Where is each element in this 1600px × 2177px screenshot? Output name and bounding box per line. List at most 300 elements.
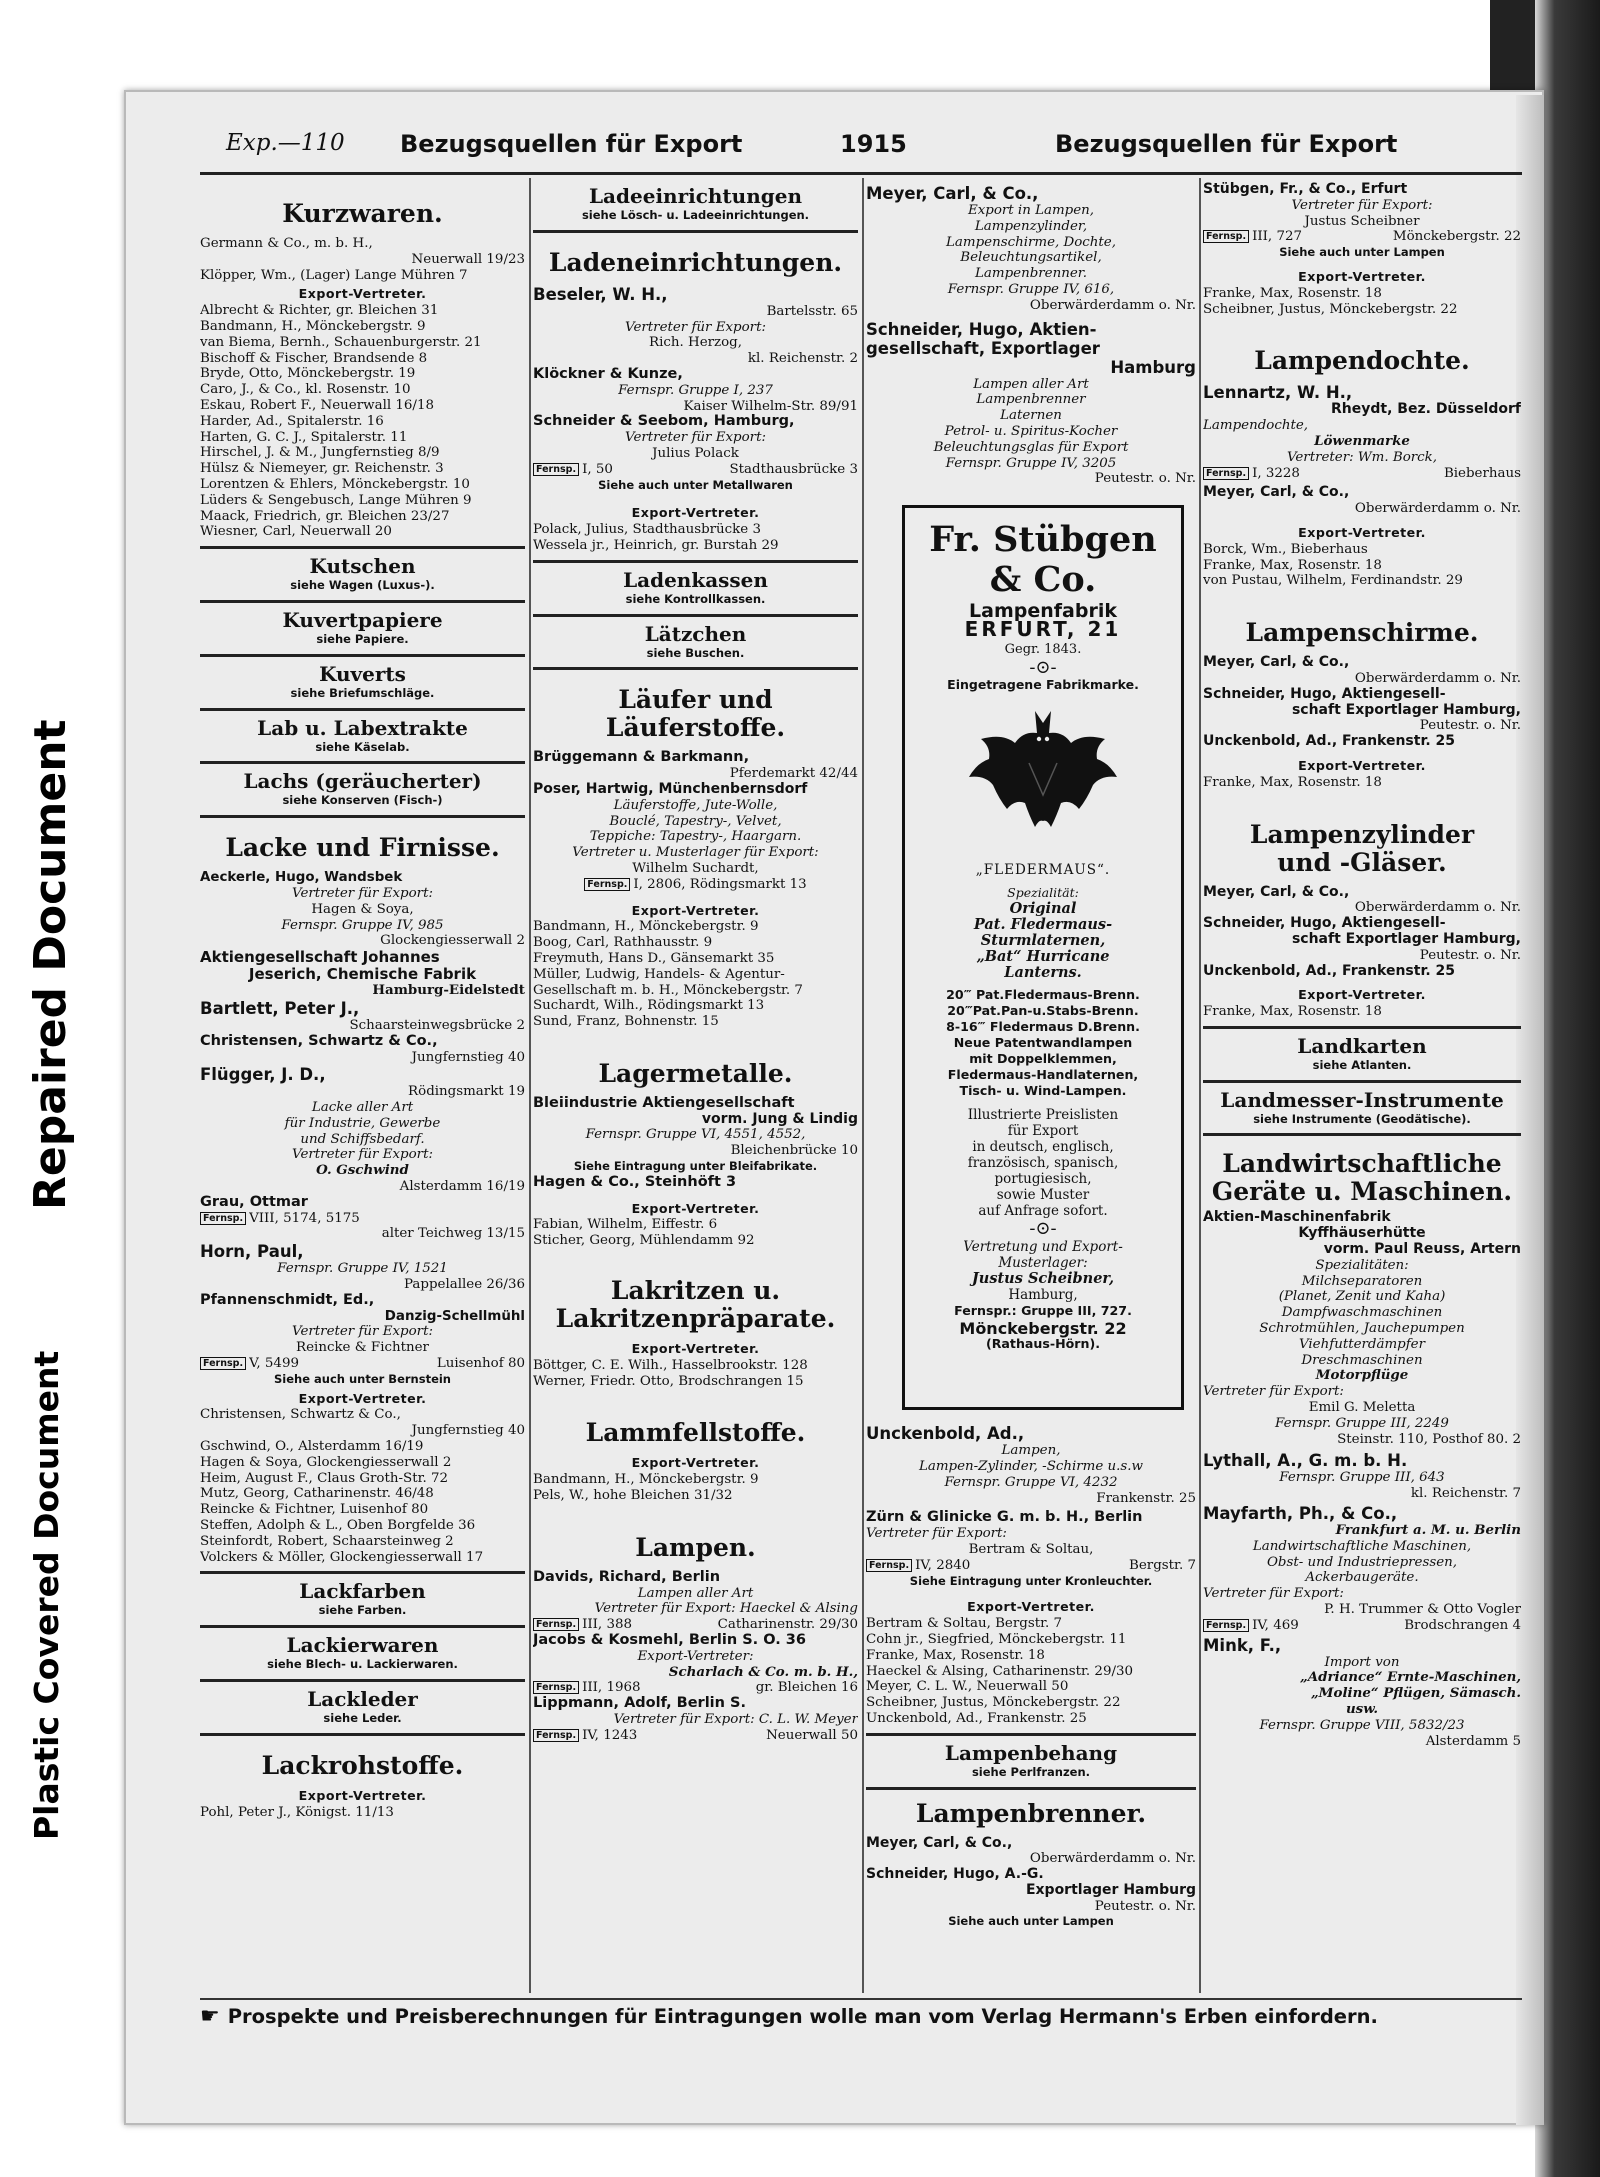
export-rep-list (866, 1616, 1196, 1727)
firm-detail: Frankfurt a. M. u. Berlin (1335, 1522, 1521, 1539)
firm-detail: Lampen aller Art (637, 1585, 754, 1601)
list-item: Bryde, Otto, Mönckebergstr. 19 (200, 366, 416, 382)
firm-name: Schneider, Hugo, A.-G. (866, 1866, 1044, 1883)
category-heading: Lammfellstoffe. (585, 1418, 806, 1448)
list-item: Hagen & Soya, Glockengiesserwall 2 (200, 1454, 452, 1470)
export-rep-heading: Export-Vertreter. (967, 1599, 1095, 1615)
list-item: Maack, Friedrich, gr. Bleichen 23/27 (200, 508, 450, 524)
firm-address: Bieberhaus (1443, 465, 1521, 481)
firm-detail: Spezialitäten: (1315, 1257, 1409, 1273)
side-label-repaired: Repaired Document (25, 719, 76, 1210)
firm-detail: Export-Vertreter: (637, 1648, 754, 1664)
cross-reference: Siehe auch unter Metallwaren (598, 477, 793, 492)
listing-entry (200, 236, 525, 283)
category-heading: Ladenkassen (623, 567, 768, 592)
firm-name: Meyer, Carl, & Co., (1203, 883, 1350, 900)
list-item: van Biema, Bernh., Schauenburgerstr. 21 (200, 334, 482, 350)
firm-address: Luisenhof 80 (436, 1356, 525, 1372)
firm-detail: Vertreter für Export: (292, 885, 433, 901)
cross-reference: Siehe auch unter Lampen (948, 1914, 1114, 1929)
export-rep-heading: Export-Vertreter. (631, 505, 760, 521)
firm-detail: Import von (1324, 1654, 1400, 1670)
firm-phone: I, 2806, Rödingsmarkt 13 (633, 876, 807, 892)
firm-address: Steinstr. 110, Posthof 80. 2 (1337, 1431, 1521, 1447)
export-rep-list (1203, 1004, 1521, 1020)
listing-entry (1203, 1451, 1521, 1502)
ad-text-line: für Export (1007, 1122, 1079, 1139)
list-item: Wiesner, Carl, Neuerwall 20 (200, 524, 392, 540)
phone-icon: Fernsp. (1203, 1619, 1249, 1632)
firm-detail: Vertreter für Export: C. L. W. Meyer (613, 1712, 858, 1728)
ad-spec-line: Pat. Fledermaus- (973, 915, 1113, 933)
firm-phone: I, 3228 (1252, 465, 1300, 481)
firm-detail: Beleuchtungsartikel, (960, 250, 1102, 266)
firm-name: Lythall, A., G. m. b. H. (1203, 1451, 1408, 1471)
firm-detail: und Schiffsbedarf. (300, 1131, 425, 1147)
firm-detail: Ackerbaugeräte. (1305, 1570, 1419, 1586)
firm-name: Hamburg (1110, 357, 1196, 377)
firm-address: Pappelallee 26/36 (404, 1277, 525, 1293)
listing-entry (1203, 885, 1521, 980)
cross-reference: siehe Perlfranzen. (971, 1764, 1091, 1779)
firm-detail: Reincke & Fichtner (296, 1340, 429, 1356)
list-item: Franke, Max, Rosenstr. 18 (1203, 285, 1382, 301)
firm-detail: Julius Polack (652, 445, 739, 461)
category-heading: Lätzchen (644, 621, 747, 646)
footer-notice (200, 2004, 1520, 2029)
ad-product-line: Fledermaus-Handlaternen, (947, 1066, 1139, 1082)
firm-detail: Rich. Herzog, (649, 335, 742, 351)
listing-entry (1203, 485, 1521, 517)
category-heading: Lackrohstoffe. (261, 1750, 464, 1780)
firm-name: Meyer, Carl, & Co., (866, 184, 1039, 203)
firm-phone: III, 727 (1252, 229, 1303, 245)
category-heading: Lampen. (635, 1532, 756, 1562)
listing-entry (866, 320, 1196, 488)
export-rep-list (533, 1358, 858, 1390)
category-heading: Lampenbehang (944, 1740, 1118, 1765)
list-item: Franke, Max, Rosenstr. 18 (1203, 774, 1382, 790)
cross-reference: siehe Konserven (Fisch-) (282, 793, 443, 808)
ad-text-line: auf Anfrage sofort. (978, 1202, 1108, 1219)
ad-product-line: Neue Patentwandlampen (953, 1034, 1133, 1050)
phone-icon: Fernsp. (533, 463, 579, 476)
section-rule (866, 1733, 1196, 1736)
firm-detail: Bertram & Soltau, (968, 1541, 1094, 1557)
section-rule (200, 1625, 525, 1628)
header-title-left: Bezugsquellen für Export (400, 130, 743, 158)
firm-name: Schneider & Seebom, Hamburg, (533, 413, 795, 430)
firm-address: Hamburg-Eidelstedt (372, 982, 525, 999)
listing-entry (533, 782, 858, 893)
firm-phone: Fernspr. Gruppe VI, 4551, 4552, (585, 1127, 806, 1143)
firm-name: Germann & Co., m. b. H., (200, 236, 373, 251)
firm-phone: III, 388 (582, 1617, 633, 1633)
category-heading: Lab u. Labextrakte (257, 715, 468, 740)
list-item: Böttger, C. E. Wilh., Hasselbrookstr. 128 (533, 1357, 808, 1373)
firm-name: Meyer, Carl, & Co., (1203, 484, 1350, 501)
category-heading: Lampenzylinder (1249, 819, 1475, 849)
firm-name: Mink, F., (1203, 1635, 1282, 1655)
phone-icon: Fernsp. (584, 878, 630, 891)
firm-detail: Obst- und Industriepressen, (1266, 1554, 1458, 1570)
footer-rule (200, 1998, 1522, 2000)
firm-detail: Motorpflüge (1315, 1367, 1409, 1384)
list-item: Sund, Franz, Bohnenstr. 15 (533, 1014, 719, 1030)
firm-address: Neuerwall 19/23 (411, 251, 525, 267)
firm-name: Jacobs & Kosmehl, Berlin S. O. 36 (533, 1632, 806, 1649)
export-rep-heading: Export-Vertreter. (631, 1200, 760, 1216)
listing-entry (200, 999, 525, 1034)
listing-entry (200, 1034, 525, 1066)
firm-phone: Fernspr. Gruppe IV, 985 (281, 917, 444, 933)
list-item: Polack, Julius, Stadthausbrücke 3 (533, 522, 761, 538)
ad-trademark-label: Eingetragene Fabrikmarke. (947, 677, 1139, 693)
firm-phone: Fernspr. Gruppe IV, 1521 (277, 1261, 448, 1277)
column-1 (200, 178, 525, 1998)
bat-trademark-icon (963, 703, 1123, 843)
firm-name: Poser, Hartwig, Münchenbernsdorf (533, 780, 808, 797)
export-rep-list (200, 1407, 525, 1565)
firm-address: Peutestr. o. Nr. (1419, 947, 1521, 963)
listing-entry (1203, 1504, 1521, 1634)
firm-name: Zürn & Glinicke G. m. b. H., Berlin (866, 1509, 1143, 1526)
ad-text-line: portugiesisch, (994, 1170, 1092, 1187)
firm-phone: Fernspr. Gruppe III, 643 (1279, 1470, 1445, 1486)
firm-phone: IV, 469 (1252, 1617, 1299, 1633)
firm-detail: für Industrie, Gewerbe (284, 1115, 441, 1131)
firm-phone: Fernspr. Gruppe VIII, 5832/23 (1259, 1717, 1465, 1733)
listing-entry (533, 1696, 858, 1743)
firm-name: Klöckner & Kunze, (533, 365, 683, 382)
section-rule (200, 600, 525, 603)
firm-detail: Justus Scheibner (1304, 213, 1420, 229)
cross-reference: siehe Atlanten. (1312, 1057, 1412, 1072)
list-item: Freymuth, Hans D., Gänsemarkt 35 (533, 950, 775, 966)
firm-address: Alsterdamm 16/19 (399, 1179, 525, 1195)
firm-name: Hagen & Co., Steinhöft 3 (533, 1173, 737, 1190)
firm-detail: Vertreter für Export: (625, 430, 766, 446)
firm-name: Aeckerle, Hugo, Wandsbek (200, 870, 403, 886)
list-item: Wessela jr., Heinrich, gr. Burstah 29 (533, 537, 779, 553)
advertisement-box (902, 505, 1184, 1410)
header-rule (200, 172, 1522, 175)
firm-detail: Vertreter für Export: (866, 1526, 1007, 1542)
ad-text-line: sowie Muster (996, 1186, 1090, 1203)
cross-reference: siehe Kontrollkassen. (625, 591, 766, 606)
listing-entry (533, 1096, 858, 1175)
cross-reference: siehe Farben. (318, 1603, 407, 1618)
listing-entry (200, 1195, 525, 1242)
firm-name: Bartlett, Peter J., (200, 998, 360, 1018)
scan-edge-shadow (1535, 0, 1600, 2177)
firm-detail: Lampen-Zylinder, -Schirme u.s.w (918, 1458, 1144, 1474)
firm-detail: Laternen (1000, 408, 1062, 424)
firm-address: Oberwärderdamm o. Nr. (1029, 1851, 1196, 1867)
listing-entry (533, 367, 858, 414)
firm-detail: (Planet, Zenit und Kaha) (1278, 1289, 1446, 1305)
ornament-icon: -⊙- (1029, 1217, 1057, 1239)
firm-name: Davids, Richard, Berlin (533, 1568, 721, 1585)
list-item: Müller, Ludwig, Handels- & Agentur- (533, 966, 785, 982)
export-rep-list (1203, 775, 1521, 791)
firm-name: schaft Exportlager Hamburg, (1291, 701, 1521, 718)
ad-text-line: Musterlager: (998, 1254, 1088, 1271)
cross-reference: siehe Briefumschläge. (290, 685, 435, 700)
section-rule (200, 654, 525, 657)
ad-text-line: in deutsch, englisch, (972, 1138, 1114, 1155)
list-item: Bandmann, H., Mönckebergstr. 9 (533, 1472, 759, 1488)
firm-detail: Lampen, (1001, 1443, 1061, 1459)
category-heading: Lampendochte. (1254, 346, 1470, 376)
category-heading: Lacke und Firnisse. (225, 833, 500, 863)
header-title-right: Bezugsquellen für Export (1055, 130, 1398, 158)
listing-entry (200, 1805, 525, 1821)
column-3 (866, 178, 1196, 1998)
firm-name: Schneider, Hugo, Aktiengesell- (1203, 915, 1446, 932)
listing-entry (866, 1836, 1196, 1931)
section-rule (533, 614, 858, 617)
list-item: Steinfordt, Robert, Schaarsteinweg 2 (200, 1533, 454, 1549)
firm-detail: Vertreter für Export: (1203, 1384, 1344, 1400)
running-header (200, 124, 1520, 168)
list-item: Unckenbold, Ad., Frankenstr. 25 (866, 1710, 1087, 1726)
firm-address: Frankenstr. 25 (1096, 1490, 1196, 1506)
cross-reference: siehe Wagen (Luxus-). (290, 578, 435, 593)
ad-text-line: Vertretung und Export- (963, 1238, 1123, 1255)
firm-name: Brüggemann & Barkmann, (533, 749, 750, 766)
firm-address: Brodschrangen 4 (1404, 1617, 1521, 1633)
ad-text-line: Justus Scheibner, (971, 1269, 1115, 1287)
firm-address: Bleichenbrücke 10 (730, 1143, 858, 1159)
header-year: 1915 (840, 130, 907, 158)
ad-product-line: mit Doppelklemmen, (969, 1050, 1117, 1066)
list-item: Haeckel & Alsing, Catharinenstr. 29/30 (866, 1663, 1134, 1679)
cross-reference: siehe Blech- u. Lackierwaren. (267, 1657, 458, 1672)
section-rule (200, 815, 525, 818)
firm-detail: Bouclé, Tapestry-, Velvet, (609, 813, 782, 829)
firm-detail: O. Gschwind (316, 1162, 409, 1179)
list-item: Borck, Wm., Bieberhaus (1203, 541, 1368, 557)
export-rep-list (533, 919, 858, 1030)
category-heading: Lagermetalle. (598, 1058, 793, 1088)
cross-reference: siehe Leder. (323, 1711, 402, 1725)
firm-detail: Lampendochte, (1203, 418, 1309, 434)
firm-detail: Schrotmühlen, Jauchepumpen (1259, 1321, 1465, 1337)
firm-name: Meyer, Carl, & Co., (1203, 654, 1350, 671)
listing-entry (533, 1570, 858, 1633)
list-item: Boog, Carl, Rathhausstr. 9 (533, 935, 713, 951)
firm-address: Bergstr. 7 (1129, 1557, 1196, 1573)
firm-detail: Löwenmarke (1314, 432, 1410, 449)
list-item: Jungfernstieg 40 (411, 1423, 525, 1439)
list-item: Eskau, Robert F., Neuerwall 16/18 (200, 397, 434, 413)
phone-icon: Fernsp. (1203, 230, 1249, 243)
category-heading: Lachs (geräucherter) (243, 769, 482, 794)
ad-subtitle: Lampenfabrik (969, 600, 1117, 623)
list-item: Sticher, Georg, Mühlendamm 92 (533, 1233, 755, 1249)
section-rule (866, 1787, 1196, 1790)
ad-spec-label: Spezialität: (1007, 884, 1079, 900)
export-rep-list (200, 303, 525, 540)
ad-firm-name: Fr. Stübgen & Co. (929, 519, 1157, 601)
list-item: Caro, J., & Co., kl. Rosenstr. 10 (200, 382, 411, 398)
footer-text: Prospekte und Preisberechnungen für Eintragungen wolle man vom Verlag Hermann's Erben einfordern. (227, 2005, 1378, 2028)
list-item: Gschwind, O., Alsterdamm 16/19 (200, 1439, 424, 1455)
section-rule (533, 560, 858, 563)
firm-detail: Hagen & Soya, (311, 901, 414, 917)
listing-entry (1203, 1636, 1521, 1750)
ad-street: Mönckebergstr. 22 (959, 1318, 1127, 1338)
list-item: von Pustau, Wilhelm, Ferdinandstr. 29 (1203, 573, 1463, 589)
list-item: Mutz, Georg, Catharinenstr. 46/48 (200, 1486, 434, 1502)
firm-detail: Wilhelm Suchardt, (632, 860, 759, 876)
list-item: Gesellschaft m. b. H., Mönckebergstr. 7 (533, 982, 803, 998)
ad-spec-line: Lanterns. (1004, 963, 1082, 981)
export-rep-heading: Export-Vertreter. (1298, 268, 1426, 284)
ad-founded: Gegr. 1843. (1004, 641, 1082, 657)
page-number: Exp.—110 (226, 130, 345, 156)
firm-detail: Dampfwaschmaschinen (1281, 1305, 1443, 1321)
firm-detail: Petrol- u. Spiritus-Kocher (944, 423, 1118, 439)
list-item: Hirschel, J. & M., Jungfernstieg 8/9 (200, 445, 440, 461)
firm-detail: Emil G. Meletta (1308, 1400, 1416, 1416)
listing-entry (200, 1065, 525, 1195)
firm-detail: Vertreter für Export: (1291, 197, 1433, 213)
category-heading: Geräte u. Maschinen. (1211, 1177, 1513, 1207)
listing-entry (533, 750, 858, 782)
ad-text-line: (Rathaus-Hörn). (985, 1336, 1101, 1352)
list-item: Bandmann, H., Mönckebergstr. 9 (533, 919, 759, 935)
phone-icon: Fernsp. (533, 1681, 579, 1694)
section-rule (533, 230, 858, 233)
listing-entry (1203, 1210, 1521, 1447)
cross-reference: siehe Lösch- u. Ladeeinrichtungen. (581, 208, 810, 222)
export-rep-heading: Export-Vertreter. (1298, 757, 1426, 773)
export-rep-heading: Export-Vertreter. (1298, 524, 1426, 540)
category-heading: Lackfarben (299, 1579, 426, 1604)
firm-address: kl. Reichenstr. 7 (1410, 1486, 1521, 1502)
category-heading: Landkarten (1297, 1033, 1427, 1058)
firm-address: Danzig-Schellmühl (384, 1308, 525, 1324)
export-rep-heading: Export-Vertreter. (631, 1455, 760, 1471)
firm-name: Schneider, Hugo, Aktien- (866, 319, 1097, 339)
list-item: Steffen, Adolph & L., Oben Borgfelde 36 (200, 1518, 476, 1534)
firm-address: Mönckebergstr. 22 (1392, 229, 1521, 245)
firm-detail: Vertreter für Export: Haeckel & Alsing (594, 1601, 858, 1617)
category-heading: Ladeeinrichtungen (588, 184, 803, 208)
ad-spec-line: Original (1009, 899, 1077, 917)
firm-detail: Milchseparatoren (1301, 1273, 1423, 1289)
firm-address: alter Teichweg 13/15 (381, 1226, 525, 1242)
list-item: Heim, August F., Claus Groth-Str. 72 (200, 1470, 449, 1486)
firm-name: Unckenbold, Ad., Frankenstr. 25 (1203, 962, 1456, 979)
firm-phone: I, 50 (582, 461, 613, 477)
category-heading: Lampenbrenner. (915, 1798, 1147, 1828)
list-item: Pohl, Peter J., Königst. 11/13 (200, 1804, 394, 1820)
firm-address: Bartelsstr. 65 (766, 303, 858, 319)
listing-entry (866, 1424, 1196, 1506)
cross-reference: siehe Instrumente (Geodätische). (1253, 1111, 1471, 1126)
listing-entry (533, 285, 858, 367)
export-rep-heading: Export-Vertreter. (631, 902, 760, 918)
firm-phone: V, 5499 (249, 1356, 299, 1372)
category-heading: Lackleder (307, 1687, 418, 1711)
firm-name: Stübgen, Fr., & Co., Erfurt (1203, 181, 1408, 197)
ornament-icon: -⊙- (1029, 656, 1057, 678)
list-item: Franke, Max, Rosenstr. 18 (1203, 557, 1382, 573)
firm-address: Rödingsmarkt 19 (408, 1084, 525, 1100)
column-divider (1199, 178, 1201, 1993)
firm-phone: Fernspr. Gruppe IV, 3205 (945, 455, 1117, 471)
list-item: Albrecht & Richter, gr. Bleichen 31 (200, 303, 439, 319)
list-item: Cohn jr., Siegfried, Mönckebergstr. 11 (866, 1631, 1127, 1647)
list-item: Harder, Ad., Spitalerstr. 16 (200, 413, 384, 429)
list-item: Scheibner, Justus, Mönckebergstr. 22 (1203, 301, 1458, 317)
export-rep-heading: Export-Vertreter. (298, 286, 427, 302)
section-rule (200, 1679, 525, 1682)
firm-address: Glockengiesserwall 2 (380, 933, 525, 949)
list-item: Franke, Max, Rosenstr. 18 (1203, 1004, 1382, 1020)
firm-phone: IV, 2840 (915, 1557, 971, 1573)
list-item: Bertram & Soltau, Bergstr. 7 (866, 1616, 1063, 1632)
ad-text-line: Hamburg, (1008, 1286, 1078, 1303)
list-item: Franke, Max, Rosenstr. 18 (866, 1647, 1045, 1663)
listing-entry (866, 1510, 1196, 1589)
cross-reference: siehe Papiere. (316, 631, 409, 646)
section-rule (200, 708, 525, 711)
listing-entry (200, 949, 525, 999)
ad-city: ERFURT, 21 (964, 616, 1122, 641)
category-heading: Läufer und Läuferstoffe. (605, 685, 786, 743)
list-item: Werner, Friedr. Otto, Brodschrangen 15 (533, 1373, 804, 1389)
listing-entry (866, 184, 1196, 314)
phone-icon: Fernsp. (533, 1618, 579, 1631)
firm-phone: Fernspr. Gruppe VI, 4232 (944, 1474, 1118, 1490)
column-divider (862, 178, 864, 1993)
firm-detail: „Adriance“ Ernte-Maschinen, (1300, 1669, 1521, 1686)
firm-name: Flügger, J. D., (200, 1065, 326, 1085)
firm-detail: Beleuchtungsglas für Export (933, 439, 1129, 455)
list-item: Lorentzen & Ehlers, Mönckebergstr. 10 (200, 476, 470, 492)
column-4 (1203, 178, 1521, 1998)
firm-address: Oberwärderdamm o. Nr. (1354, 501, 1521, 517)
ad-spec-line: Sturmlaternen, (980, 931, 1106, 949)
listing-entry (1203, 383, 1521, 481)
firm-address: Neuerwall 50 (766, 1727, 858, 1743)
firm-address: Alsterdamm 5 (1425, 1733, 1521, 1749)
listing-entry (200, 1293, 525, 1388)
firm-detail: Vertreter für Export: (292, 1147, 433, 1163)
firm-name: Lippmann, Adolf, Berlin S. (533, 1695, 746, 1712)
export-rep-list (1203, 286, 1521, 318)
cross-reference: siehe Buschen. (646, 645, 745, 660)
firm-address: kl. Reichenstr. 2 (747, 351, 858, 367)
category-heading: Kuverts (319, 661, 406, 686)
firm-name: schaft Exportlager Hamburg, (1291, 930, 1521, 947)
firm-address: Oberwärderdamm o. Nr. (1354, 670, 1521, 686)
firm-detail: usw. (1345, 1701, 1379, 1717)
listing-entry (533, 1633, 858, 1696)
firm-address: Kaiser Wilhelm-Str. 89/91 (683, 398, 858, 414)
firm-phone: Fernspr. Gruppe I, 237 (618, 382, 773, 398)
firm-name: Mayfarth, Ph., & Co., (1203, 1504, 1398, 1524)
firm-detail: Vertreter für Export: (625, 319, 766, 335)
firm-address: Jungfernstieg 40 (411, 1049, 525, 1065)
firm-address: Stadthausbrücke 3 (729, 461, 858, 477)
firm-name: Klöpper, Wm., (Lager) Lange Mühren 7 (200, 267, 468, 283)
column-divider (529, 178, 531, 1993)
